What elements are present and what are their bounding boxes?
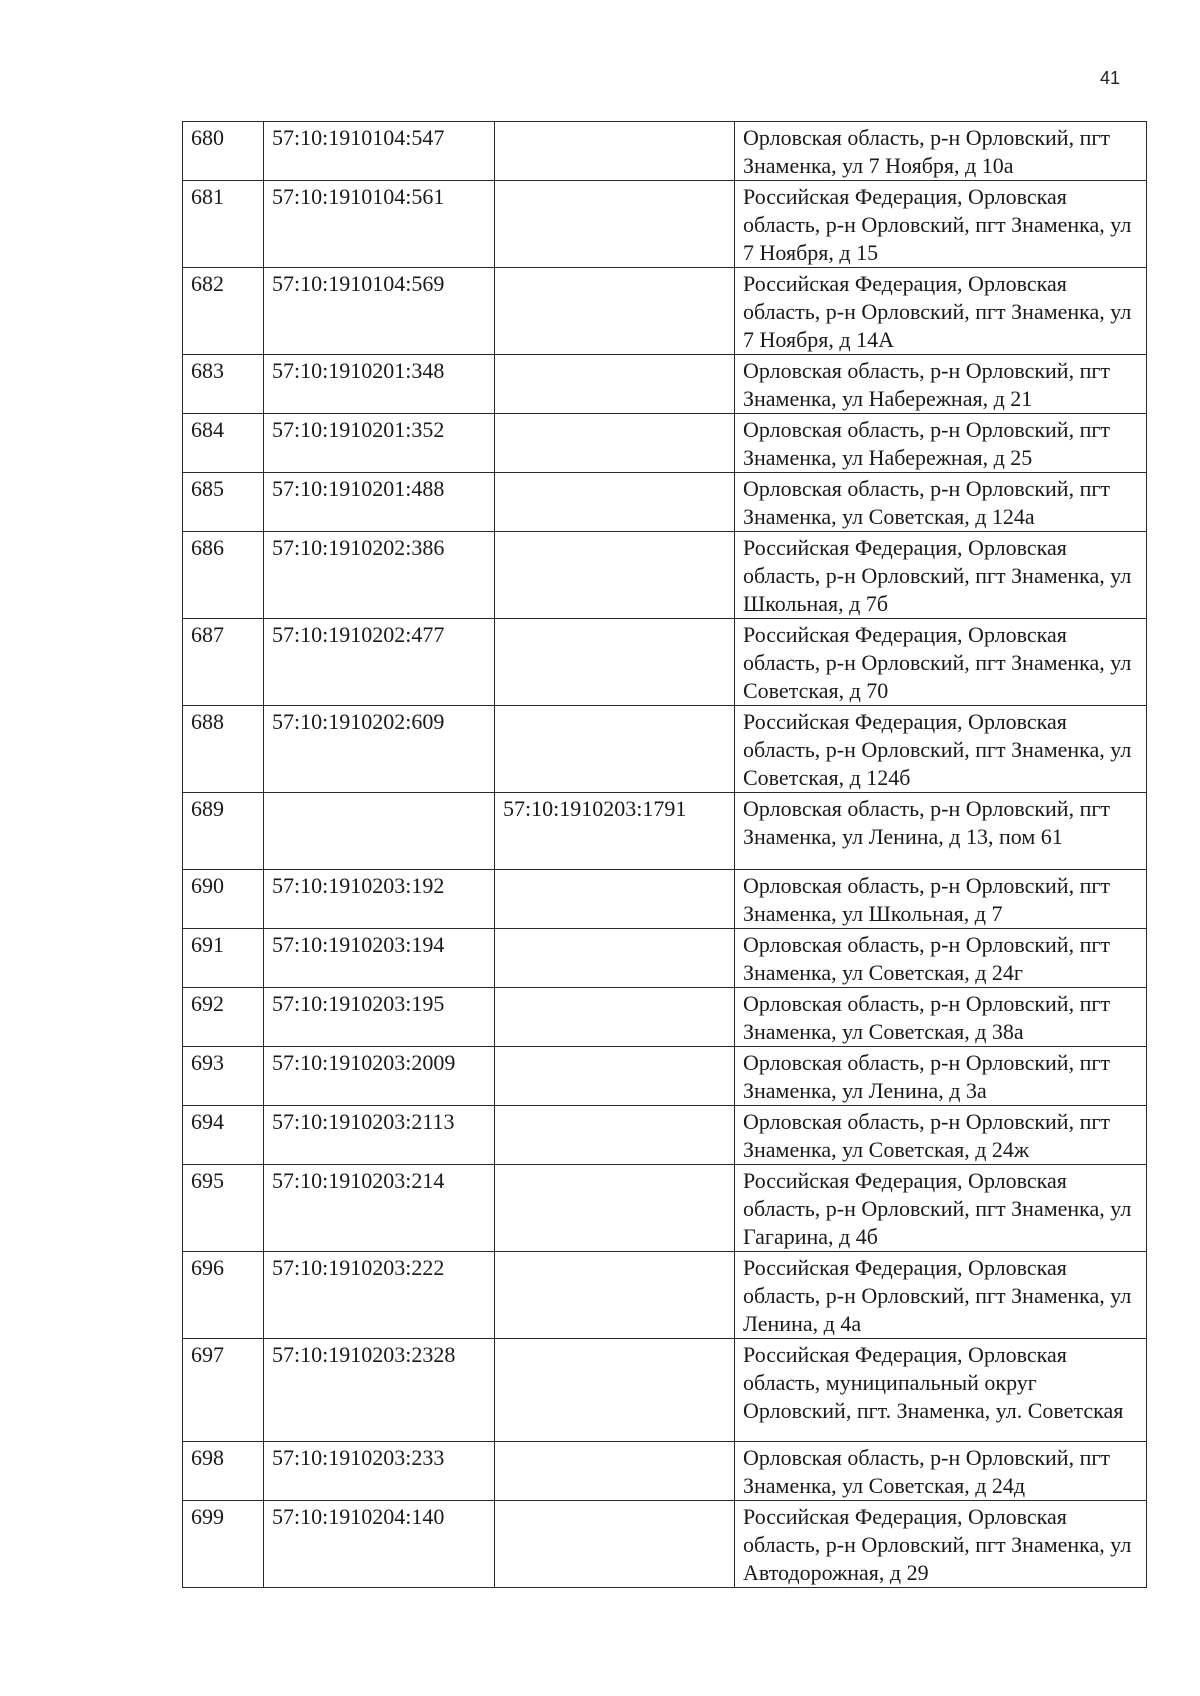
table-row [183,1442,1147,1501]
building-cadastral-number [495,1165,735,1252]
table-row [183,988,1147,1047]
address: Орловская область, р-н Орловский, пгт Знаменка, ул Советская, д 24ж [735,1106,1147,1165]
land-cadastral-number: 57:10:1910204:140 [264,1501,495,1588]
row-number: 696 [183,1252,264,1339]
address: Российская Федерация, Орловская область, р-н Орловский, пгт Знаменка, ул Ленина, д 4а [735,1252,1147,1339]
table-row [183,1165,1147,1252]
land-cadastral-number: 57:10:1910202:609 [264,706,495,793]
table-row [183,1339,1147,1442]
table-row [183,355,1147,414]
row-number: 695 [183,1165,264,1252]
address: Орловская область, р-н Орловский, пгт Знаменка, ул Ленина, д 13, пом 61 [735,793,1147,870]
building-cadastral-number [495,1252,735,1339]
table-row [183,122,1147,181]
land-cadastral-number: 57:10:1910203:2113 [264,1106,495,1165]
table-row [183,1047,1147,1106]
row-number: 687 [183,619,264,706]
table-row [183,929,1147,988]
building-cadastral-number [495,1339,735,1442]
address: Орловская область, р-н Орловский, пгт Знаменка, ул Ленина, д 3а [735,1047,1147,1106]
building-cadastral-number [495,1047,735,1106]
land-cadastral-number: 57:10:1910201:352 [264,414,495,473]
table-row [183,1252,1147,1339]
address: Российская Федерация, Орловская область, р-н Орловский, пгт Знаменка, ул 7 Ноября, д 14А [735,268,1147,355]
land-cadastral-number [264,793,495,870]
building-cadastral-number [495,706,735,793]
row-number: 699 [183,1501,264,1588]
table-row [183,181,1147,268]
row-number: 684 [183,414,264,473]
land-cadastral-number: 57:10:1910203:222 [264,1252,495,1339]
land-cadastral-number: 57:10:1910203:192 [264,870,495,929]
table-row [183,268,1147,355]
land-cadastral-number: 57:10:1910203:233 [264,1442,495,1501]
building-cadastral-number [495,181,735,268]
row-number: 680 [183,122,264,181]
row-number: 690 [183,870,264,929]
table-row [183,414,1147,473]
table-row [183,870,1147,929]
table-row [183,619,1147,706]
building-cadastral-number [495,1106,735,1165]
row-number: 697 [183,1339,264,1442]
row-number: 681 [183,181,264,268]
row-number: 691 [183,929,264,988]
building-cadastral-number [495,988,735,1047]
page-number: 41 [1099,68,1120,88]
row-number: 683 [183,355,264,414]
row-number: 685 [183,473,264,532]
table-row [183,1106,1147,1165]
building-cadastral-number: 57:10:1910203:1791 [495,793,735,870]
row-number: 694 [183,1106,264,1165]
table-row [183,706,1147,793]
land-cadastral-number: 57:10:1910201:348 [264,355,495,414]
building-cadastral-number [495,1442,735,1501]
row-number: 686 [183,532,264,619]
address: Орловская область, р-н Орловский, пгт Знаменка, ул 7 Ноября, д 10а [735,122,1147,181]
address: Российская Федерация, Орловская область, муниципальный округ Орловский, пгт. Знаменка, ул. Советская [735,1339,1147,1442]
address: Орловская область, р-н Орловский, пгт Знаменка, ул Набережная, д 21 [735,355,1147,414]
building-cadastral-number [495,268,735,355]
table-row [183,532,1147,619]
address: Орловская область, р-н Орловский, пгт Знаменка, ул Советская, д 24г [735,929,1147,988]
row-number: 689 [183,793,264,870]
building-cadastral-number [495,929,735,988]
address: Российская Федерация, Орловская область, р-н Орловский, пгт Знаменка, ул Гагарина, д 4б [735,1165,1147,1252]
row-number: 693 [183,1047,264,1106]
address: Орловская область, р-н Орловский, пгт Знаменка, ул Советская, д 124а [735,473,1147,532]
building-cadastral-number [495,355,735,414]
land-cadastral-number: 57:10:1910203:194 [264,929,495,988]
row-number: 688 [183,706,264,793]
building-cadastral-number [495,870,735,929]
address: Орловская область, р-н Орловский, пгт Знаменка, ул Набережная, д 25 [735,414,1147,473]
registry-table [182,121,1147,1588]
registry-table-body [183,122,1147,1588]
building-cadastral-number [495,532,735,619]
land-cadastral-number: 57:10:1910201:488 [264,473,495,532]
building-cadastral-number [495,1501,735,1588]
table-row [183,1501,1147,1588]
land-cadastral-number: 57:10:1910203:214 [264,1165,495,1252]
row-number: 682 [183,268,264,355]
table-row [183,793,1147,870]
building-cadastral-number [495,619,735,706]
building-cadastral-number [495,122,735,181]
row-number: 692 [183,988,264,1047]
address: Российская Федерация, Орловская область, р-н Орловский, пгт Знаменка, ул Школьная, д 7б [735,532,1147,619]
address: Российская Федерация, Орловская область, р-н Орловский, пгт Знаменка, ул 7 Ноября, д 15 [735,181,1147,268]
land-cadastral-number: 57:10:1910104:561 [264,181,495,268]
table-row [183,473,1147,532]
land-cadastral-number: 57:10:1910104:569 [264,268,495,355]
address: Российская Федерация, Орловская область, р-н Орловский, пгт Знаменка, ул Советская, д 70 [735,619,1147,706]
land-cadastral-number: 57:10:1910202:477 [264,619,495,706]
address: Орловская область, р-н Орловский, пгт Знаменка, ул Школьная, д 7 [735,870,1147,929]
land-cadastral-number: 57:10:1910202:386 [264,532,495,619]
address: Орловская область, р-н Орловский, пгт Знаменка, ул Советская, д 38а [735,988,1147,1047]
land-cadastral-number: 57:10:1910203:2009 [264,1047,495,1106]
address: Орловская область, р-н Орловский, пгт Знаменка, ул Советская, д 24д [735,1442,1147,1501]
land-cadastral-number: 57:10:1910203:2328 [264,1339,495,1442]
address: Российская Федерация, Орловская область, р-н Орловский, пгт Знаменка, ул Автодорожная, д 29 [735,1501,1147,1588]
building-cadastral-number [495,473,735,532]
row-number: 698 [183,1442,264,1501]
land-cadastral-number: 57:10:1910203:195 [264,988,495,1047]
address: Российская Федерация, Орловская область, р-н Орловский, пгт Знаменка, ул Советская, д 124б [735,706,1147,793]
land-cadastral-number: 57:10:1910104:547 [264,122,495,181]
building-cadastral-number [495,414,735,473]
